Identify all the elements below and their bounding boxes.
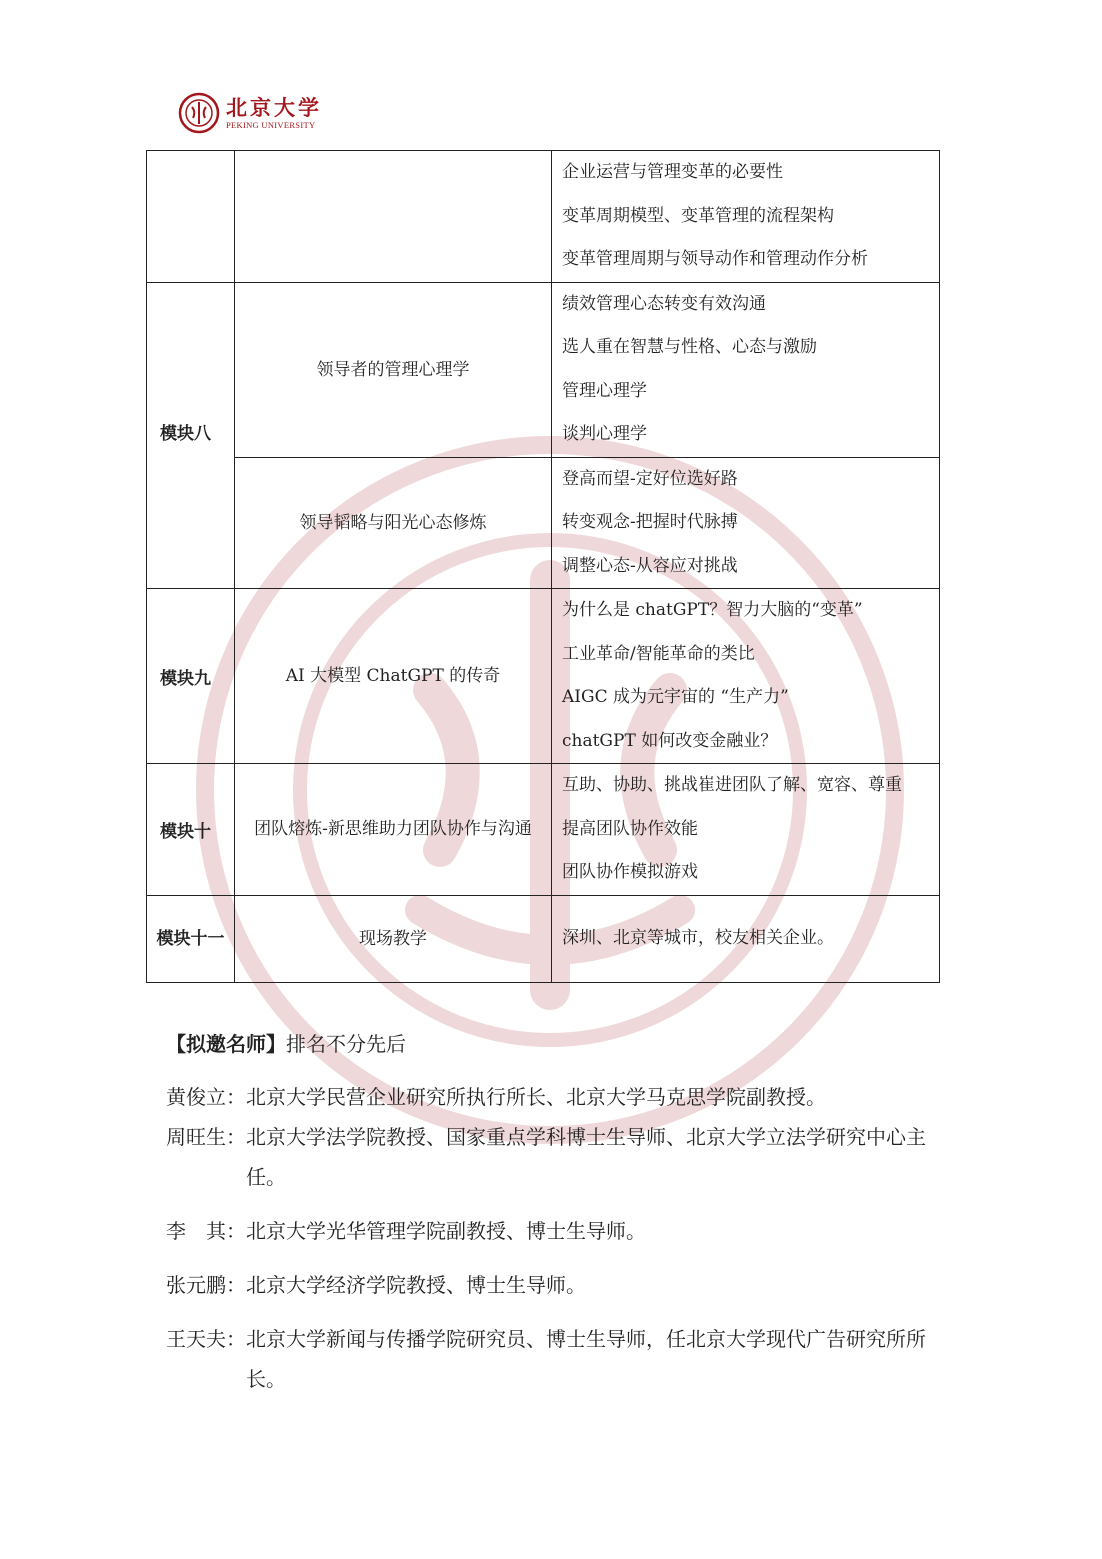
teacher-desc: 北京大学法学院教授、国家重点学科博士生导师、北京大学立法学研究中心主任。 [246,1125,926,1189]
topic-cell: 领导者的管理心理学 [235,282,552,457]
university-logo [178,92,322,134]
list-item: 调整心态-从容应对挑战 [562,555,738,576]
table-row [147,895,940,982]
teacher-desc: 北京大学经济学院教授、博士生导师。 [246,1273,586,1297]
seal-icon [178,92,220,134]
topic-cell: 现场教学 [235,895,552,982]
module-label: 模块十 [147,764,235,896]
teacher-name: 周旺生： [166,1125,246,1149]
list-item: 为什么是 chatGPT？智力大脑的“变革” [562,600,863,620]
teacher-desc: 北京大学光华管理学院副教授、博士生导师。 [246,1219,646,1243]
topic-cell: 团队熔炼-新思维助力团队协作与沟通 [235,764,552,896]
heading-title: 【拟邀名师】 [166,1032,286,1056]
list-item: 管理心理学 [562,380,647,401]
teacher-entry [166,1319,956,1399]
list-item: 选人重在智慧与性格、心态与激励 [562,337,817,357]
topic-cell: 领导韬略与阳光心态修炼 [235,457,552,589]
list-item: 团队协作模拟游戏 [562,862,698,882]
table-row [147,764,940,896]
points-cell [552,457,940,589]
topic-cell [235,151,552,283]
teacher-desc: 北京大学新闻与传播学院研究员、博士生导师，任北京大学现代广告研究所所长。 [246,1327,926,1391]
module-cell [147,151,235,283]
course-table [146,150,940,983]
points-cell [552,151,940,283]
teachers-heading [166,1022,956,1066]
list-item: 提高团队协作效能 [562,818,698,839]
list-item: 谈判心理学 [562,424,647,444]
list-item: chatGPT 如何改变金融业？ [562,730,778,751]
teacher-name: 王天夫： [166,1327,246,1351]
list-item: 登高而望-定好位选好路 [562,468,738,489]
table-row [147,151,940,283]
teachers-section [166,1022,956,1399]
teacher-entry [166,1077,956,1117]
points-cell [552,589,940,764]
list-item: 企业运营与管理变革的必要性 [562,162,783,182]
module-label: 模块十一 [147,895,235,982]
teacher-name: 李 其： [166,1219,246,1243]
list-item: 工业革命/智能革命的类比 [562,643,755,664]
list-item: 绩效管理心态转变有效沟通 [562,293,766,314]
module-label: 模块九 [147,589,235,764]
list-item: 互助、协助、挑战崔进团队了解、宽容、尊重 [562,775,902,795]
teacher-name: 黄俊立： [166,1085,246,1109]
table-row [147,457,940,589]
list-item: 变革管理周期与领导动作和管理动作分析 [562,249,868,269]
table-row [147,589,940,764]
points-cell [552,282,940,457]
table-row [147,282,940,457]
heading-note: 排名不分先后 [286,1032,406,1056]
points-cell [552,895,940,982]
points-cell [552,764,940,896]
teacher-entry [166,1265,956,1305]
university-name-cn: 北京大学 [226,94,322,120]
university-name-en: PEKING UNIVERSITY [226,119,316,130]
topic-cell: AI 大模型 ChatGPT 的传奇 [235,589,552,764]
teacher-desc: 北京大学民营企业研究所执行所长、北京大学马克思学院副教授。 [246,1085,826,1109]
list-item: 转变观念-把握时代脉搏 [562,512,738,532]
teacher-entry [166,1211,956,1251]
teacher-entry [166,1117,956,1197]
list-item: AIGC 成为元宇宙的 “生产力” [562,687,789,707]
list-item: 深圳、北京等城市，校友相关企业。 [562,927,834,948]
module-label: 模块八 [147,282,235,589]
list-item: 变革周期模型、变革管理的流程架构 [562,205,834,226]
teacher-name: 张元鹏： [166,1273,246,1297]
